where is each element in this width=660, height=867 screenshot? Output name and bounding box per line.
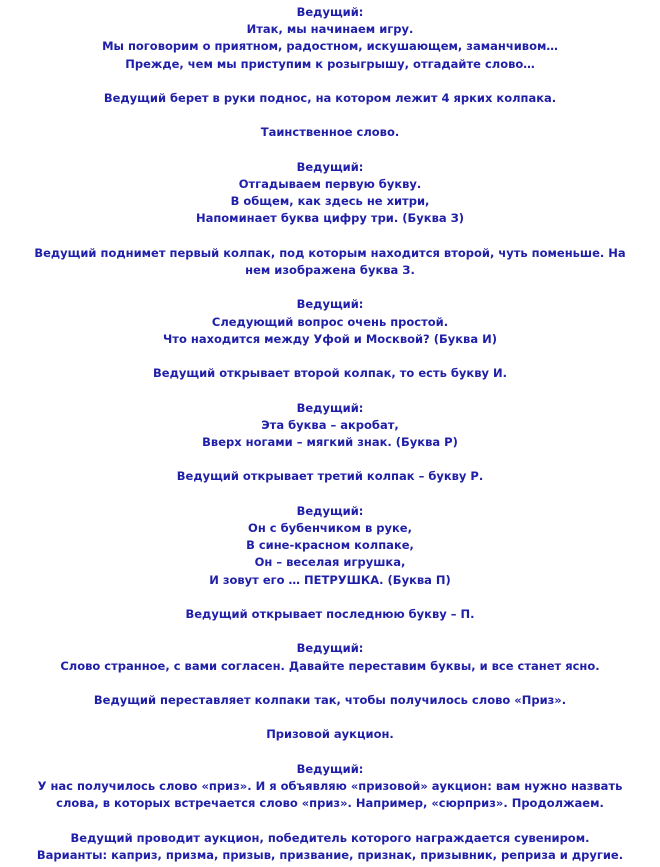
text-line: Ведущий открывает последнюю букву – П.: [185, 606, 475, 621]
paragraph-gap: [0, 812, 660, 829]
paragraph: [0, 761, 660, 813]
paragraph: [0, 90, 660, 107]
paragraph-gap: [0, 142, 660, 159]
text-line: Мы поговорим о приятном, радостном, искушающем, заманчивом…: [102, 39, 558, 54]
text-line: Ведущий берет в руки поднос, на котором лежит 4 ярких колпака.: [103, 91, 557, 105]
paragraph-gap: [0, 382, 660, 399]
text-line: Что находится между Уфой и Москвой? (Буква И): [163, 331, 497, 346]
paragraph-gap: [0, 623, 660, 640]
text-line: Он – веселая игрушка,: [254, 555, 406, 570]
text-line: Отгадываем первую букву.: [238, 176, 422, 191]
text-line: Следующий вопрос очень простой.: [211, 314, 449, 329]
text-line: И зовут его … ПЕТРУШКА. (Буква П): [209, 572, 451, 587]
paragraph-gap: [0, 228, 660, 245]
text-line: В сине-красном колпаке,: [246, 538, 414, 553]
text-line: нем изображена буква З.: [245, 262, 415, 277]
text-line: Итак, мы начинаем игру.: [246, 22, 414, 37]
text-line: Ведущий:: [296, 761, 364, 776]
text-line: У нас получилось слово «приз». И я объявляю «призовой» аукцион: вам нужно назвать: [37, 778, 623, 793]
paragraph-gap: [0, 451, 660, 468]
text-line: Призовой аукцион.: [266, 727, 394, 742]
paragraph: [0, 365, 660, 382]
paragraph: [0, 692, 660, 709]
text-line: Эта буква – акробат,: [261, 417, 399, 432]
text-line: Ведущий поднимет первый колпак, под которым находится второй, чуть поменьше. На: [34, 245, 626, 260]
text-line: Ведущий переставляет колпаки так, чтобы получилось слово «Приз».: [93, 692, 567, 707]
paragraph: [0, 606, 660, 623]
paragraph: [0, 159, 660, 228]
paragraph-gap: [0, 279, 660, 296]
paragraph-gap: [0, 107, 660, 124]
paragraph: [0, 4, 660, 73]
text-line: Варианты: каприз, призма, призыв, призвание, признак, призывник, реприза и другие.: [36, 847, 624, 862]
text-line: Прежде, чем мы приступим к розыгрышу, отгадайте слово…: [125, 56, 535, 71]
text-line: Ведущий:: [296, 297, 364, 312]
paragraph: [0, 503, 660, 589]
text-line: Ведущий открывает второй колпак, то есть букву И.: [153, 366, 507, 381]
text-line: Ведущий проводит аукцион, победитель которого награждается сувениром.: [70, 830, 590, 845]
text-line: слова, в которых встречается слово «приз». Например, «сюрприз». Продолжаем.: [56, 796, 604, 811]
text-line: Он с бубенчиком в руке,: [248, 520, 412, 535]
text-line: Ведущий:: [296, 159, 364, 174]
paragraph-gap: [0, 675, 660, 692]
text-line: Напоминает буква цифру три. (Буква З): [195, 211, 465, 226]
paragraph: [0, 830, 660, 864]
paragraph: [0, 468, 660, 485]
paragraph-gap: [0, 589, 660, 606]
text-line: Ведущий:: [296, 641, 364, 656]
paragraph-gap: [0, 486, 660, 503]
paragraph: [0, 640, 660, 674]
text-line: Слово странное, с вами согласен. Давайте переставим буквы, и все станет ясно.: [60, 658, 600, 673]
paragraph-gap: [0, 709, 660, 726]
paragraph: [0, 400, 660, 452]
text-line: В общем, как здесь не хитри,: [230, 194, 430, 209]
paragraph-gap: [0, 73, 660, 90]
paragraph-gap: [0, 348, 660, 365]
text-line: Ведущий:: [296, 5, 364, 19]
text-line: Таинственное слово.: [260, 125, 400, 140]
text-line: Вверх ногами – мягкий знак. (Буква Р): [202, 434, 458, 449]
paragraph: [0, 245, 660, 279]
paragraph: [0, 726, 660, 743]
text-line: Ведущий:: [296, 503, 364, 518]
paragraph: [0, 124, 660, 141]
paragraph-gap: [0, 744, 660, 761]
paragraph: [0, 296, 660, 348]
text-line: Ведущий:: [296, 400, 364, 415]
text-line: Ведущий открывает третий колпак – букву Р.: [176, 469, 484, 484]
